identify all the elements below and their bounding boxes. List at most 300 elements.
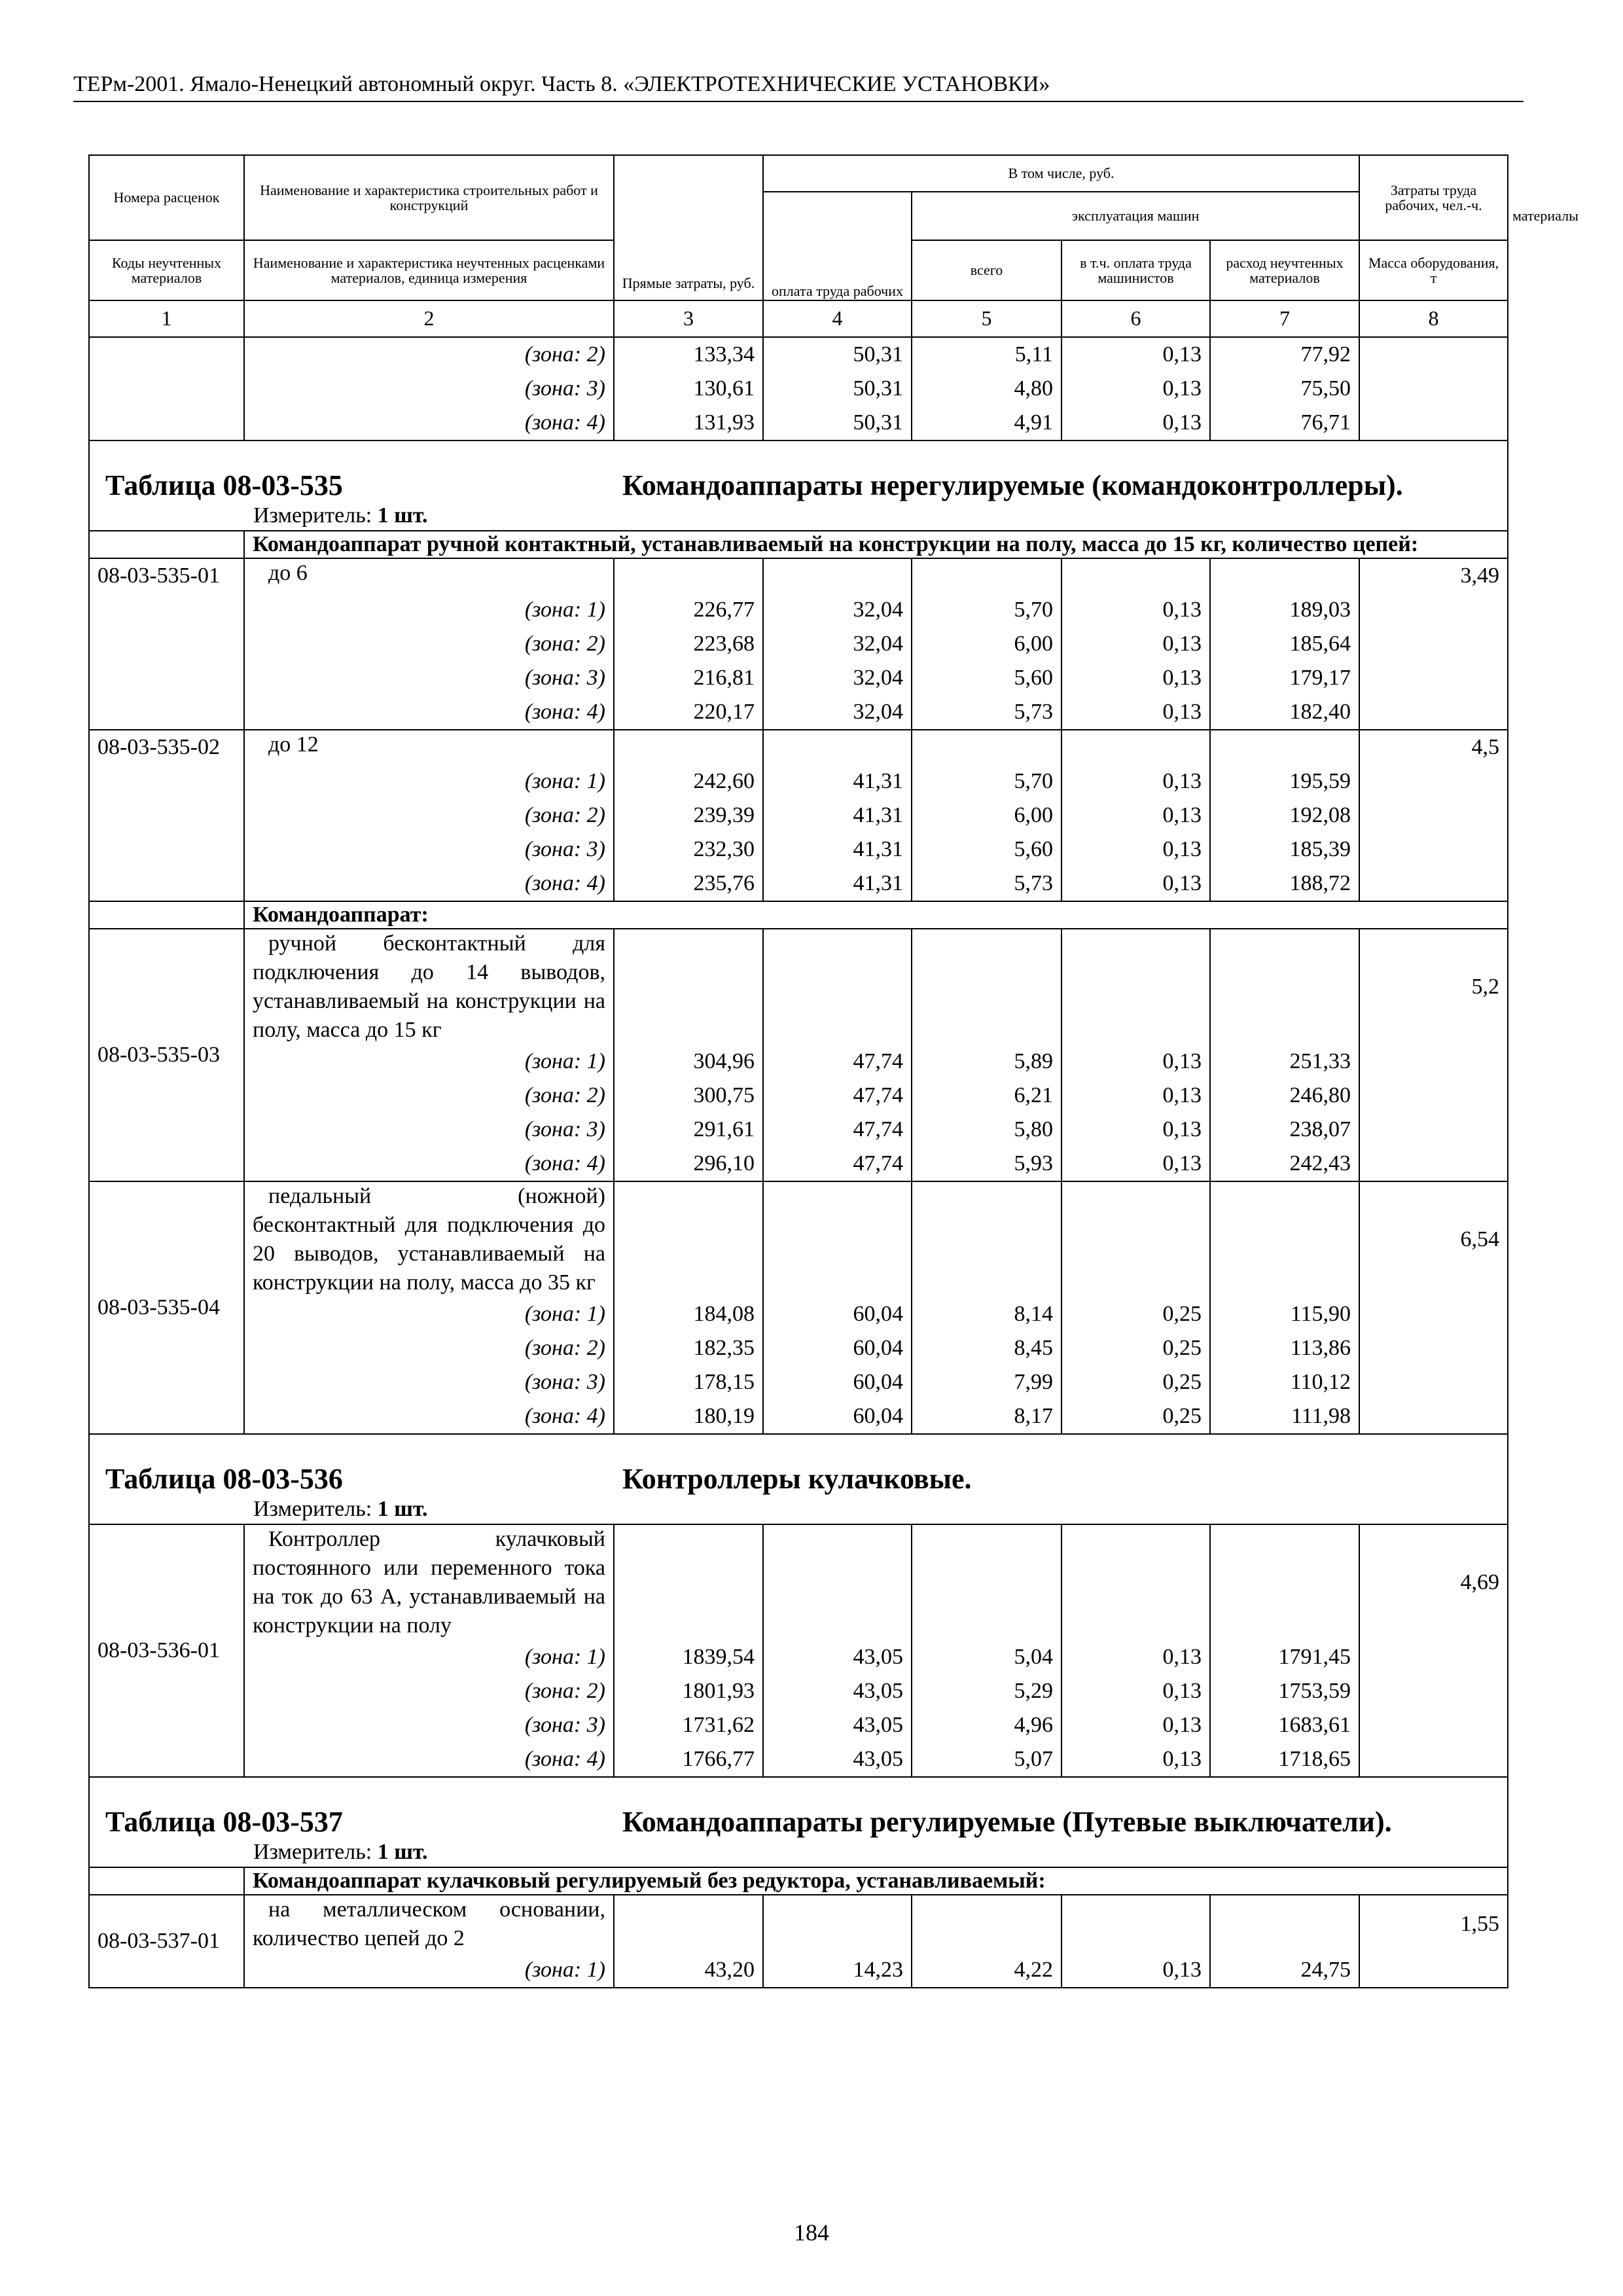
value-cell: 14,23 [763, 1953, 912, 1988]
value-cell-empty [614, 558, 763, 593]
col1-top: Номера расценок [89, 155, 244, 240]
zone-label: (зона: 1) [244, 764, 614, 798]
value-cell: 296,10 [614, 1147, 763, 1181]
rates-table: Номера расценок Наименование и характеристика строительных работ и конструкций Прямые затраты, руб. В том числе, руб. Затраты труда рабочих, чел.-ч. оплата труда рабочих эксплуатация машин материалы Коды неучтенных материалов Наименование и характеристика неучтенных расценками материалов, единица измерения всего в т.ч. оплата труда машинистов расход неучтенных материалов Масса оборудования, т 1 2 3 4 5 6 7 8 (зона: 2) 133,34 50,31 5,11 0,13 77,92 (зона: 3) 130,61 50,31 4,80 0,13 75,50 (зона: 4) 131,93 50,31 4,91 0,13 76,71 Таблица 08-03-535 Командоаппараты нерегулируемые (командоконтроллеры). Измеритель: 1 шт. Командоаппарат ручной контактный, устанавливаемый на конструкции на полу, масса до 15 кг, количество цепей: 08-03-535-01 до 6 3,49 (зона: 1) 226,77 32,04 5,70 0,13 189,03 (зона: 2) 223,68 32,04 6,00 0,13 185,64 (зона: 3) 216,81 32,04 5,60 0,13 179,17 (зона: 4) 220,17 32,04 5,73 0,13 182,40 08-03-535-02 до 12 4,5 (зона: 1) 242,60 41,31 5,70 0,13 195,59 (зона: 2) 239,39 41,31 6,00 0,13 192,08 (зона: 3) 232,30 41,31 5,60 0,13 185,39 (зона: 4) 235,76 41,31 5,73 0,13 188,72 Командоаппарат: 08-03-535-03 ручной бесконтактный для подключения до 14 выводов, устанавливаемый на конструкции на полу, масса до 15 кг 5,2 (зона: 1) 304,96 47,74 5,89 0,13 251,33 (зона: 2) 300,75 47,74 6,21 0,13 246,80 (зона: 3) 291,61 47,74 5,80 0,13 238,07 (зона: 4) 296,10 47,74 5,93 0,13 242,43 08-03-535-04 педальный (ножной) бесконтактный для подключения до 20 выводов, устанавливаемый на конструкции на полу, масса до 35 кг 6,54 (зона: 1) 184,08 60,04 8,14 0,25 115,90 (зона: 2) 182,35 60,04 8,45 0,25 113,86 (зона: 3) 178,15 60,04 7,99 0,25 110,12 (зона: 4) 180,19 60,04 8,17 0,25 111,98 Таблица 08-03-536 Контроллеры кулачковые. Измеритель: 1 шт. 08-03-536-01 Контроллер кулачковый постоянного или переменного тока на ток до 63 А, устанавливаемый на конструкции на полу 4,69 (зона: 1) 1839,54 43,05 5,04 0,13 1791,45 (зона: 2) 1801,93 43,05 5,29 0,13 1753,59 (зона: 3) 1731,62 43,05 4,96 0,13 1683,61 (зона: 4) 1766,77 43,05 5,07 0,13 1718,65 Таблица 08-03-537 Командоаппараты регулируемые (Путевые выключатели). Измеритель: 1 шт. Командоаппарат кулачковый регулируемый без редуктора, устанавливаемый: 08-03-537-01 на металлическом основании, количество цепей до 2 1,55 (зона: 1) 43,20 14,23 4,22 0,13 24,75 [88, 154, 1508, 1988]
zone-label: (зона: 1) [244, 1953, 614, 1988]
value-cell: 7,99 [912, 1365, 1061, 1399]
value-cell: 4,22 [912, 1953, 1061, 1988]
table-title-row [89, 1777, 1508, 1838]
col-num-3: 3 [614, 300, 763, 337]
zone-label: (зона: 1) [244, 1640, 614, 1674]
value-cell: 242,43 [1210, 1147, 1359, 1181]
value-cell: 47,74 [763, 1113, 912, 1147]
mass-cell-empty [1359, 337, 1508, 372]
value-cell: 110,12 [1210, 1365, 1359, 1399]
equipment-mass: 6,54 [1359, 1181, 1508, 1297]
value-cell: 1791,45 [1210, 1640, 1359, 1674]
zone-label: (зона: 3) [244, 833, 614, 867]
price-table [88, 154, 1578, 1988]
value-cell-empty [912, 929, 1061, 1045]
page-number: 184 [794, 2219, 829, 2246]
value-cell-empty [614, 1895, 763, 1953]
value-cell: 246,80 [1210, 1079, 1359, 1113]
value-cell: 76,71 [1210, 406, 1359, 440]
table-number: Таблица 08-03-535 [105, 469, 343, 501]
value-cell-empty [614, 1524, 763, 1640]
mass-cell-empty [1359, 1674, 1508, 1708]
value-cell-empty [1061, 1181, 1210, 1297]
value-cell: 43,05 [763, 1674, 912, 1708]
rate-code: 08-03-535-02 [89, 730, 244, 901]
value-cell: 1753,59 [1210, 1674, 1359, 1708]
value-cell: 0,25 [1061, 1365, 1210, 1399]
measure-row [89, 1495, 1508, 1524]
value-cell: 47,74 [763, 1079, 912, 1113]
value-cell: 5,73 [912, 867, 1061, 901]
value-cell-empty [1210, 730, 1359, 764]
zone-label: (зона: 4) [244, 1399, 614, 1434]
value-cell: 0,13 [1061, 593, 1210, 627]
zone-row [89, 627, 1508, 661]
machines-pay-header: в т.ч. оплата труда машинистов [1061, 240, 1210, 300]
value-cell-empty [763, 1895, 912, 1953]
zone-row [89, 1045, 1508, 1079]
zone-row [89, 867, 1508, 901]
value-cell: 5,11 [912, 337, 1061, 372]
rate-header-row [89, 730, 1508, 764]
rate-header-row [89, 1895, 1508, 1953]
equipment-mass: 1,55 [1359, 1895, 1508, 1953]
value-cell: 41,31 [763, 764, 912, 798]
zone-row [89, 1953, 1508, 1988]
section-row [89, 531, 1508, 558]
zone-row [89, 1079, 1508, 1113]
value-cell: 251,33 [1210, 1045, 1359, 1079]
zone-label: (зона: 1) [244, 593, 614, 627]
mass-cell-empty [1359, 1953, 1508, 1988]
value-cell: 0,13 [1061, 627, 1210, 661]
measure-row [89, 501, 1508, 531]
value-cell: 43,05 [763, 1742, 912, 1777]
col-num-5: 5 [912, 300, 1061, 337]
zone-row [89, 1742, 1508, 1777]
value-cell-empty [1061, 558, 1210, 593]
rate-name: до 12 [244, 730, 614, 764]
value-cell: 50,31 [763, 372, 912, 406]
zone-label: (зона: 4) [244, 406, 614, 440]
rate-header-row [89, 929, 1508, 1045]
section-title: Командоаппарат: [244, 901, 1508, 929]
zone-label: (зона: 3) [244, 1365, 614, 1399]
value-cell-empty [614, 1181, 763, 1297]
value-cell-empty [1061, 1524, 1210, 1640]
value-cell: 216,81 [614, 661, 763, 695]
value-cell: 6,00 [912, 627, 1061, 661]
value-cell: 185,64 [1210, 627, 1359, 661]
col8-top: Затраты труда рабочих, чел.-ч. [1359, 155, 1508, 240]
section-title: Командоаппарат ручной контактный, устанавливаемый на конструкции на полу, масса до 15 кг, количество цепей: [244, 531, 1508, 558]
mass-cell-empty [1359, 1742, 1508, 1777]
value-cell: 5,70 [912, 764, 1061, 798]
value-cell-empty [912, 558, 1061, 593]
value-cell: 24,75 [1210, 1953, 1359, 1988]
value-cell: 0,25 [1061, 1331, 1210, 1365]
value-cell: 5,60 [912, 661, 1061, 695]
zone-row [89, 593, 1508, 627]
zone-row [89, 1113, 1508, 1147]
value-cell: 1839,54 [614, 1640, 763, 1674]
value-cell-empty [1061, 929, 1210, 1045]
measure-label: Измеритель: [253, 503, 372, 528]
equipment-mass: 5,2 [1359, 929, 1508, 1045]
incl-header: В том числе, руб. [763, 155, 1359, 192]
section-row [89, 1867, 1508, 1895]
value-cell: 300,75 [614, 1079, 763, 1113]
materials-sub-header: расход неучтенных материалов [1210, 240, 1359, 300]
value-cell: 43,05 [763, 1640, 912, 1674]
rate-header-row [89, 1524, 1508, 1640]
value-cell: 5,07 [912, 1742, 1061, 1777]
col-num-1: 1 [89, 300, 244, 337]
value-cell-empty [614, 730, 763, 764]
measure-value: 1 шт. [377, 1840, 428, 1864]
value-cell-empty [1210, 929, 1359, 1045]
rate-name: ручной бесконтактный для подключения до 14 выводов, устанавливаемый на конструкции на полу, масса до 15 кг [244, 929, 614, 1045]
section-code-empty [89, 901, 244, 929]
zone-label: (зона: 4) [244, 867, 614, 901]
value-cell: 113,86 [1210, 1331, 1359, 1365]
value-cell: 4,96 [912, 1708, 1061, 1742]
zone-label: (зона: 1) [244, 1045, 614, 1079]
machines-total-header: всего [912, 240, 1061, 300]
value-cell: 185,39 [1210, 833, 1359, 867]
value-cell: 0,25 [1061, 1399, 1210, 1434]
value-cell-empty [763, 730, 912, 764]
mass-cell-empty [1359, 1640, 1508, 1674]
value-cell: 6,21 [912, 1079, 1061, 1113]
zone-row [89, 1708, 1508, 1742]
value-cell: 5,73 [912, 695, 1061, 730]
value-cell: 5,04 [912, 1640, 1061, 1674]
col2-top: Наименование и характеристика строительных работ и конструкций [244, 155, 614, 240]
zone-row [89, 337, 1508, 372]
value-cell: 1731,62 [614, 1708, 763, 1742]
equipment-mass: 3,49 [1359, 558, 1508, 593]
col-num-6: 6 [1061, 300, 1210, 337]
value-cell: 5,80 [912, 1113, 1061, 1147]
value-cell: 182,40 [1210, 695, 1359, 730]
value-cell: 238,07 [1210, 1113, 1359, 1147]
value-cell: 235,76 [614, 867, 763, 901]
value-cell: 41,31 [763, 798, 912, 833]
mass-cell-empty [1359, 1331, 1508, 1365]
value-cell: 0,13 [1061, 337, 1210, 372]
measure-value: 1 шт. [377, 1497, 428, 1521]
mass-cell-empty [1359, 798, 1508, 833]
measure-value: 1 шт. [377, 503, 428, 528]
value-cell-empty [912, 1895, 1061, 1953]
zone-label: (зона: 4) [244, 695, 614, 730]
value-cell: 133,34 [614, 337, 763, 372]
value-cell: 50,31 [763, 337, 912, 372]
rate-header-row [89, 558, 1508, 593]
value-cell: 189,03 [1210, 593, 1359, 627]
zone-label: (зона: 2) [244, 798, 614, 833]
col-num-8: 8 [1359, 300, 1508, 337]
zone-label: (зона: 3) [244, 1708, 614, 1742]
col2-bottom: Наименование и характеристика неучтенных расценками материалов, единица измерения [244, 240, 614, 300]
value-cell: 0,13 [1061, 661, 1210, 695]
table-title-row [89, 440, 1508, 501]
value-cell: 192,08 [1210, 798, 1359, 833]
value-cell: 0,13 [1061, 1079, 1210, 1113]
value-cell: 0,13 [1061, 1742, 1210, 1777]
value-cell: 223,68 [614, 627, 763, 661]
value-cell: 60,04 [763, 1331, 912, 1365]
value-cell: 0,13 [1061, 1640, 1210, 1674]
mass-cell-empty [1359, 1297, 1508, 1331]
rate-code: 08-03-535-04 [89, 1181, 244, 1434]
value-cell: 1801,93 [614, 1674, 763, 1708]
section-row [89, 901, 1508, 929]
value-cell-empty [614, 929, 763, 1045]
mass-cell-empty [1359, 1045, 1508, 1079]
equipment-mass: 4,5 [1359, 730, 1508, 764]
value-cell: 188,72 [1210, 867, 1359, 901]
section-code-empty [89, 531, 244, 558]
value-cell: 43,20 [614, 1953, 763, 1988]
value-cell: 304,96 [614, 1045, 763, 1079]
table-title: Контроллеры кулачковые. [622, 1463, 972, 1495]
rate-name: до 6 [244, 558, 614, 593]
zone-label: (зона: 2) [244, 1079, 614, 1113]
zone-label: (зона: 4) [244, 1742, 614, 1777]
value-cell-empty [912, 1524, 1061, 1640]
zone-row [89, 1674, 1508, 1708]
value-cell: 226,77 [614, 593, 763, 627]
zone-label: (зона: 4) [244, 1147, 614, 1181]
table-number: Таблица 08-03-536 [105, 1463, 343, 1495]
zone-row [89, 695, 1508, 730]
zone-label: (зона: 3) [244, 661, 614, 695]
mass-cell-empty [1359, 695, 1508, 730]
value-cell-empty [763, 929, 912, 1045]
value-cell: 131,93 [614, 406, 763, 440]
measure-label: Измеритель: [253, 1497, 372, 1521]
value-cell: 32,04 [763, 695, 912, 730]
table-title: Командоаппараты нерегулируемые (командоконтроллеры). [622, 469, 1403, 501]
zone-row [89, 833, 1508, 867]
zone-label: (зона: 3) [244, 372, 614, 406]
zone-label: (зона: 2) [244, 1331, 614, 1365]
col-num-4: 4 [763, 300, 912, 337]
machines-header: эксплуатация машин [912, 192, 1359, 240]
rate-code: 08-03-535-03 [89, 929, 244, 1181]
rate-code: 08-03-536-01 [89, 1524, 244, 1777]
table-title: Командоаппараты регулируемые (Путевые выключатели). [622, 1806, 1392, 1838]
value-cell-empty [1061, 730, 1210, 764]
value-cell: 220,17 [614, 695, 763, 730]
value-cell: 5,29 [912, 1674, 1061, 1708]
mass-cell-empty [1359, 593, 1508, 627]
value-cell: 5,93 [912, 1147, 1061, 1181]
value-cell: 1766,77 [614, 1742, 763, 1777]
value-cell: 4,80 [912, 372, 1061, 406]
zone-row [89, 1297, 1508, 1331]
value-cell-empty [763, 558, 912, 593]
zone-label: (зона: 2) [244, 337, 614, 372]
value-cell: 43,05 [763, 1708, 912, 1742]
value-cell: 8,14 [912, 1297, 1061, 1331]
table-title-row [89, 1434, 1508, 1495]
zone-row [89, 661, 1508, 695]
zone-row [89, 1365, 1508, 1399]
value-cell-empty [763, 1181, 912, 1297]
value-cell: 0,13 [1061, 695, 1210, 730]
value-cell: 0,13 [1061, 1953, 1210, 1988]
value-cell: 239,39 [614, 798, 763, 833]
value-cell: 41,31 [763, 833, 912, 867]
code-empty [89, 372, 244, 406]
value-cell: 184,08 [614, 1297, 763, 1331]
value-cell: 32,04 [763, 593, 912, 627]
rate-header-row [89, 1181, 1508, 1297]
col1-bottom: Коды неучтенных материалов [89, 240, 244, 300]
value-cell: 0,13 [1061, 1147, 1210, 1181]
value-cell-empty [912, 1181, 1061, 1297]
col-num-2: 2 [244, 300, 614, 337]
value-cell: 6,00 [912, 798, 1061, 833]
value-cell: 291,61 [614, 1113, 763, 1147]
mass-cell-empty [1359, 627, 1508, 661]
value-cell: 180,19 [614, 1399, 763, 1434]
value-cell-empty [912, 730, 1061, 764]
code-empty [89, 337, 244, 372]
value-cell: 0,13 [1061, 1113, 1210, 1147]
section-code-empty [89, 1867, 244, 1895]
zone-row [89, 406, 1508, 440]
col3-header: Прямые затраты, руб. [614, 155, 763, 300]
rate-code: 08-03-535-01 [89, 558, 244, 730]
value-cell: 32,04 [763, 661, 912, 695]
section-title: Командоаппарат кулачковый регулируемый без редуктора, устанавливаемый: [244, 1867, 1508, 1895]
value-cell: 195,59 [1210, 764, 1359, 798]
value-cell: 0,13 [1061, 798, 1210, 833]
table-number: Таблица 08-03-537 [105, 1806, 343, 1838]
equipment-mass: 4,69 [1359, 1524, 1508, 1640]
value-cell: 111,98 [1210, 1399, 1359, 1434]
value-cell: 0,13 [1061, 1674, 1210, 1708]
labor-pay-header: оплата труда рабочих [763, 192, 912, 300]
value-cell: 115,90 [1210, 1297, 1359, 1331]
col-num-7: 7 [1210, 300, 1359, 337]
mass-cell-empty [1359, 661, 1508, 695]
mass-cell-empty [1359, 406, 1508, 440]
value-cell: 0,25 [1061, 1297, 1210, 1331]
value-cell: 60,04 [763, 1365, 912, 1399]
value-cell: 5,70 [912, 593, 1061, 627]
mass-cell-empty [1359, 764, 1508, 798]
zone-row [89, 798, 1508, 833]
value-cell-empty [763, 1524, 912, 1640]
value-cell: 1683,61 [1210, 1708, 1359, 1742]
zone-label: (зона: 2) [244, 1674, 614, 1708]
zone-row [89, 1147, 1508, 1181]
zone-row [89, 764, 1508, 798]
measure-row [89, 1838, 1508, 1867]
value-cell-empty [1210, 1181, 1359, 1297]
value-cell: 178,15 [614, 1365, 763, 1399]
rate-name: Контроллер кулачковый постоянного или переменного тока на ток до 63 А, устанавливаемый на конструкции на полу [244, 1524, 614, 1640]
value-cell: 179,17 [1210, 661, 1359, 695]
value-cell: 47,74 [763, 1045, 912, 1079]
zone-label: (зона: 2) [244, 627, 614, 661]
value-cell: 5,60 [912, 833, 1061, 867]
rate-code: 08-03-537-01 [89, 1895, 244, 1988]
zone-row [89, 1399, 1508, 1434]
value-cell: 47,74 [763, 1147, 912, 1181]
value-cell: 77,92 [1210, 337, 1359, 372]
mass-cell-empty [1359, 1708, 1508, 1742]
value-cell: 0,13 [1061, 867, 1210, 901]
zone-row [89, 1640, 1508, 1674]
zone-row [89, 1331, 1508, 1365]
value-cell-empty [1061, 1895, 1210, 1953]
value-cell: 0,13 [1061, 1045, 1210, 1079]
value-cell-empty [1210, 1895, 1359, 1953]
value-cell: 60,04 [763, 1399, 912, 1434]
value-cell-empty [1210, 558, 1359, 593]
value-cell-empty [1210, 1524, 1359, 1640]
value-cell: 182,35 [614, 1331, 763, 1365]
rate-name: педальный (ножной) бесконтактный для подключения до 20 выводов, устанавливаемый на конструкции на полу, масса до 35 кг [244, 1181, 614, 1297]
value-cell: 8,45 [912, 1331, 1061, 1365]
rate-name: на металлическом основании, количество цепей до 2 [244, 1895, 614, 1953]
value-cell: 130,61 [614, 372, 763, 406]
value-cell: 1718,65 [1210, 1742, 1359, 1777]
value-cell: 0,13 [1061, 406, 1210, 440]
table-body [89, 337, 1508, 1988]
value-cell: 0,13 [1061, 1708, 1210, 1742]
value-cell: 242,60 [614, 764, 763, 798]
value-cell: 60,04 [763, 1297, 912, 1331]
value-cell: 0,13 [1061, 372, 1210, 406]
mass-cell-empty [1359, 867, 1508, 901]
value-cell: 5,89 [912, 1045, 1061, 1079]
zone-label: (зона: 3) [244, 1113, 614, 1147]
mass-cell-empty [1359, 1079, 1508, 1113]
mass-cell-empty [1359, 833, 1508, 867]
value-cell: 0,13 [1061, 833, 1210, 867]
value-cell: 232,30 [614, 833, 763, 867]
value-cell: 8,17 [912, 1399, 1061, 1434]
running-header: ТЕРм-2001. Ямало-Ненецкий автономный округ. Часть 8. «ЭЛЕКТРОТЕХНИЧЕСКИЕ УСТАНОВКИ» [73, 72, 1524, 102]
value-cell: 4,91 [912, 406, 1061, 440]
value-cell: 0,13 [1061, 764, 1210, 798]
zone-row [89, 372, 1508, 406]
mass-cell-empty [1359, 1113, 1508, 1147]
value-cell: 32,04 [763, 627, 912, 661]
mass-cell-empty [1359, 1365, 1508, 1399]
measure-label: Измеритель: [253, 1840, 372, 1864]
code-empty [89, 406, 244, 440]
mass-cell-empty [1359, 1399, 1508, 1434]
mass-cell-empty [1359, 1147, 1508, 1181]
zone-label: (зона: 1) [244, 1297, 614, 1331]
value-cell: 50,31 [763, 406, 912, 440]
value-cell: 75,50 [1210, 372, 1359, 406]
col8-bottom: Масса оборудования, т [1359, 240, 1508, 300]
